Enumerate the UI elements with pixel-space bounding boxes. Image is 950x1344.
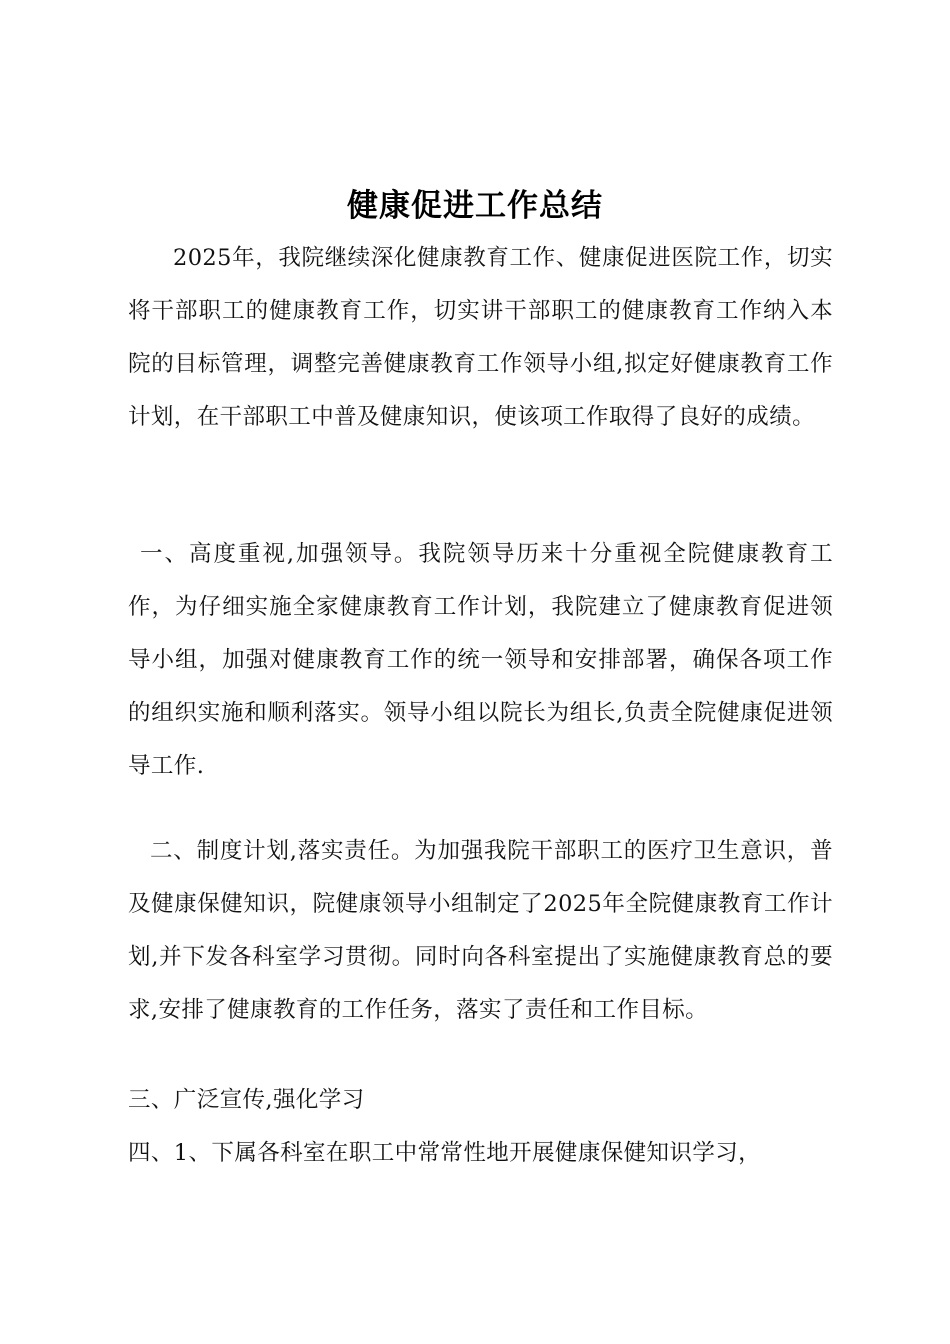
section-three-heading: 三、广泛宣传,强化学习 <box>128 1087 365 1113</box>
intro-paragraph: 2025年，我院继续深化健康教育工作、健康促进医院工作，切实将干部职工的健康教育工作，切实讲干部职工的健康教育工作纳入本院的目标管理，调整完善健康教育工作领导小组,拟定好健康教育工作计划，在干部职工中普及健康知识，使该项工作取得了良好的成绩。 <box>128 245 833 430</box>
section-four-paragraph: 四、1、下属各科室在职工中常常性地开展健康保健知识学习， <box>128 1140 762 1166</box>
section-one-paragraph: 一、高度重视,加强领导。我院领导历来十分重视全院健康教育工作，为仔细实施全家健康教育工作计划，我院建立了健康教育促进领导小组，加强对健康教育工作的统一领导和安排部署，确保各项工作的组织实施和顺利落实。领导小组以院长为组长,负责全院健康促进领导工作. <box>128 541 833 779</box>
document-title: 健康促进工作总结 <box>347 188 603 224</box>
section-two-paragraph: 二、制度计划,落实责任。为加强我院干部职工的医疗卫生意识，普及健康保健知识，院健康领导小组制定了2025年全院健康教育工作计划,并下发各科室学习贯彻。同时向各科室提出了实施健康教育总的要求,安排了健康教育的工作任务，落实了责任和工作目标。 <box>128 838 833 1023</box>
